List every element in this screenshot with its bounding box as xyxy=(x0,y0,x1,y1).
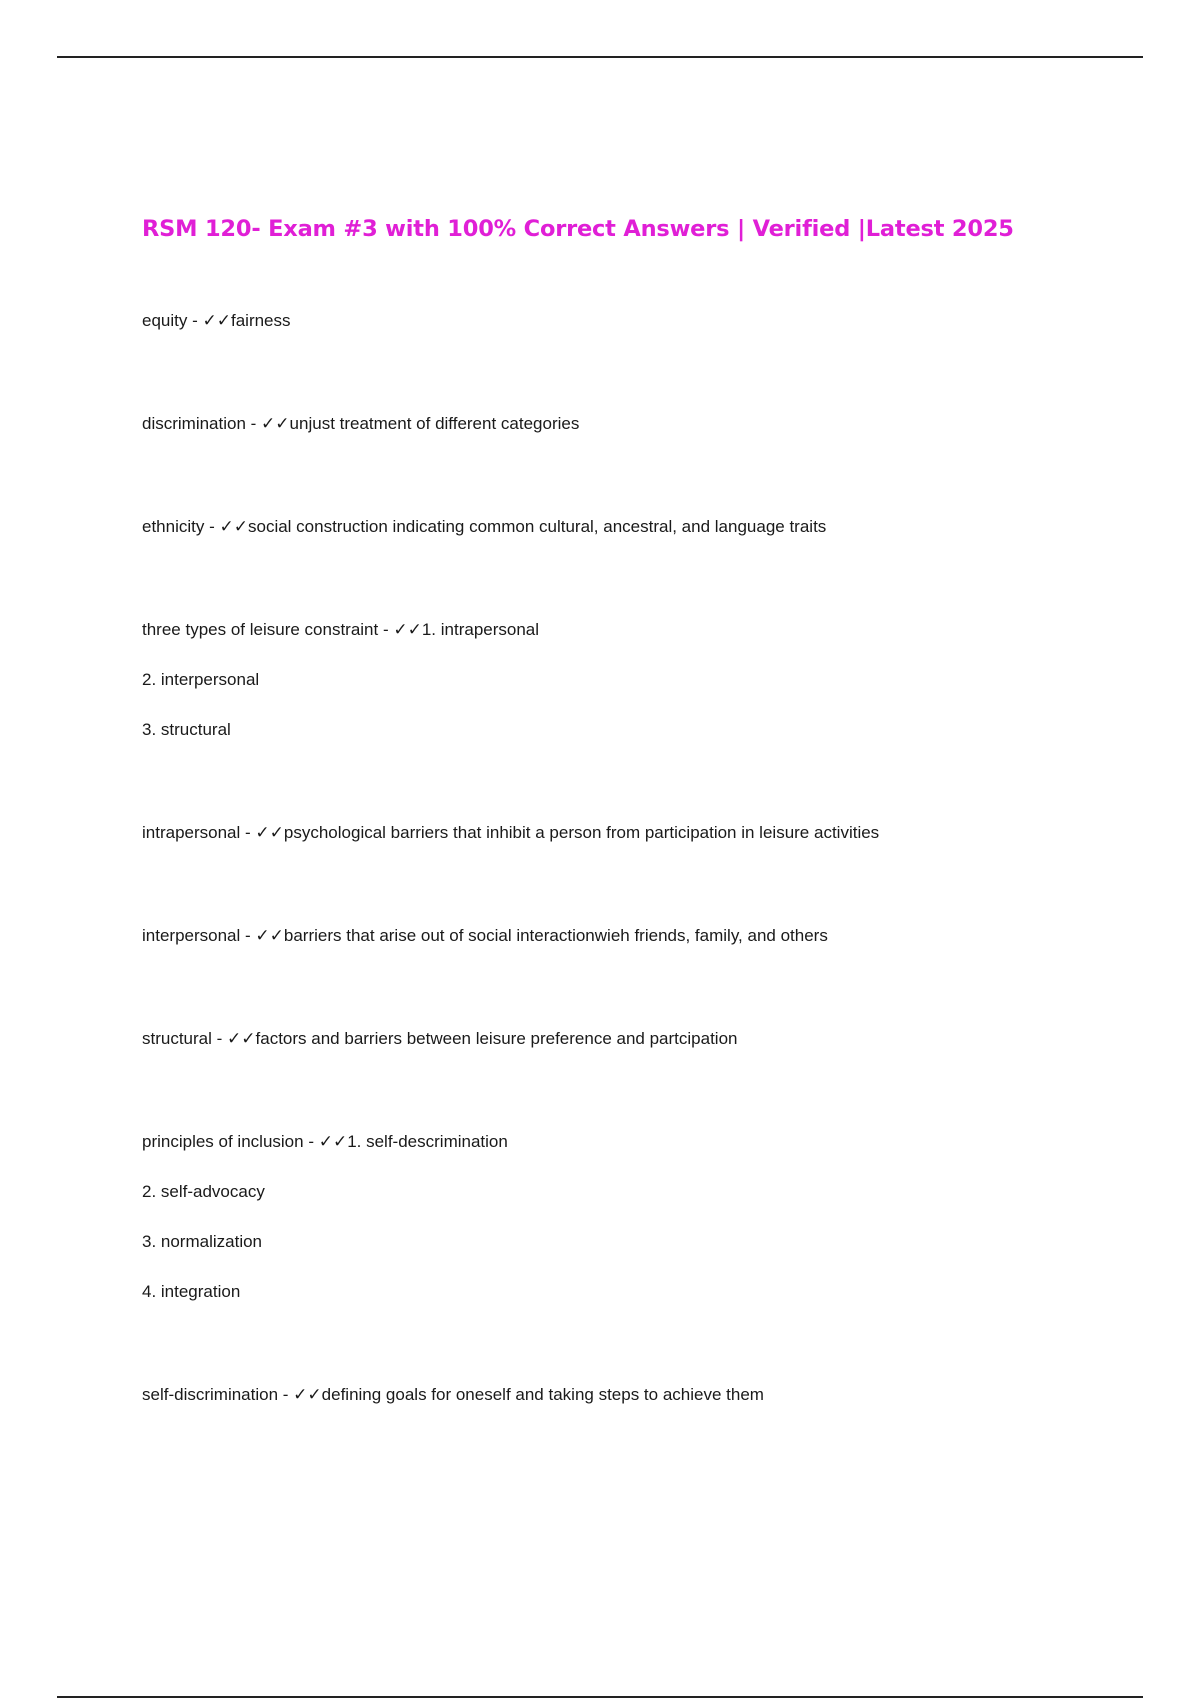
flashcard-entry xyxy=(142,413,579,435)
flashcard-list-item: 2. interpersonal xyxy=(142,670,260,689)
flashcard-entry xyxy=(142,619,539,641)
double-check-icon: ✓✓ xyxy=(393,620,422,639)
flashcard-definition: fairness xyxy=(230,311,291,330)
term-separator: - xyxy=(187,311,203,330)
flashcard-definition: unjust treatment of different categories xyxy=(289,414,580,433)
flashcard-definition: defining goals for oneself and taking steps to achieve them xyxy=(321,1385,764,1404)
footer-rule xyxy=(57,1696,1143,1698)
flashcard-term: interpersonal xyxy=(142,926,241,945)
flashcard-term: principles of inclusion xyxy=(142,1132,304,1151)
flashcard-entry xyxy=(142,310,291,332)
flashcard-entry xyxy=(142,822,879,844)
flashcard-term: three types of leisure constraint xyxy=(142,620,379,639)
flashcard-term: structural xyxy=(142,1029,212,1048)
flashcard-definition: 1. self-descrimination xyxy=(347,1132,508,1151)
flashcard-list-item: 4. integration xyxy=(142,1282,241,1301)
flashcard-entry xyxy=(142,516,826,538)
term-separator: - xyxy=(240,823,256,842)
double-check-icon: ✓✓ xyxy=(261,414,290,433)
flashcard-entry xyxy=(142,1131,508,1153)
term-separator: - xyxy=(378,620,394,639)
flashcard-definition: psychological barriers that inhibit a person from participation in leisure activities xyxy=(283,823,880,842)
flashcard-list-item: 2. self-advocacy xyxy=(142,1182,265,1201)
flashcard-list-item: 3. structural xyxy=(142,720,231,739)
term-separator: - xyxy=(303,1132,319,1151)
flashcard-term: intrapersonal xyxy=(142,823,241,842)
flashcard-term: discrimination xyxy=(142,414,246,433)
flashcard-definition: 1. intrapersonal xyxy=(421,620,540,639)
flashcard-definition: social construction indicating common cultural, ancestral, and language traits xyxy=(247,517,827,536)
term-separator: - xyxy=(245,414,262,433)
flashcard-definition: factors and barriers between leisure preference and partcipation xyxy=(255,1029,738,1048)
term-separator: - xyxy=(211,1029,228,1048)
double-check-icon: ✓✓ xyxy=(293,1385,322,1404)
flashcard-term: self-discrimination xyxy=(142,1385,279,1404)
flashcard-term: ethnicity xyxy=(142,517,205,536)
header-rule xyxy=(57,56,1143,58)
flashcard-entry xyxy=(142,1384,764,1406)
flashcard-entry xyxy=(142,1028,737,1050)
term-separator: - xyxy=(278,1385,294,1404)
flashcard-term: equity xyxy=(142,311,188,330)
document-title: RSM 120- Exam #3 with 100% Correct Answers | Verified |Latest 2025 xyxy=(142,216,1014,242)
double-check-icon: ✓✓ xyxy=(227,1029,256,1048)
double-check-icon: ✓✓ xyxy=(219,517,248,536)
flashcard-entry xyxy=(142,925,828,947)
double-check-icon: ✓✓ xyxy=(318,1132,348,1151)
flashcard-definition: barriers that arise out of social interactionwieh friends, family, and others xyxy=(283,926,828,945)
flashcard-list-item: 3. normalization xyxy=(142,1232,263,1251)
term-separator: - xyxy=(240,926,256,945)
double-check-icon: ✓✓ xyxy=(202,311,231,330)
double-check-icon: ✓✓ xyxy=(255,823,284,842)
term-separator: - xyxy=(204,517,220,536)
double-check-icon: ✓✓ xyxy=(255,926,284,945)
